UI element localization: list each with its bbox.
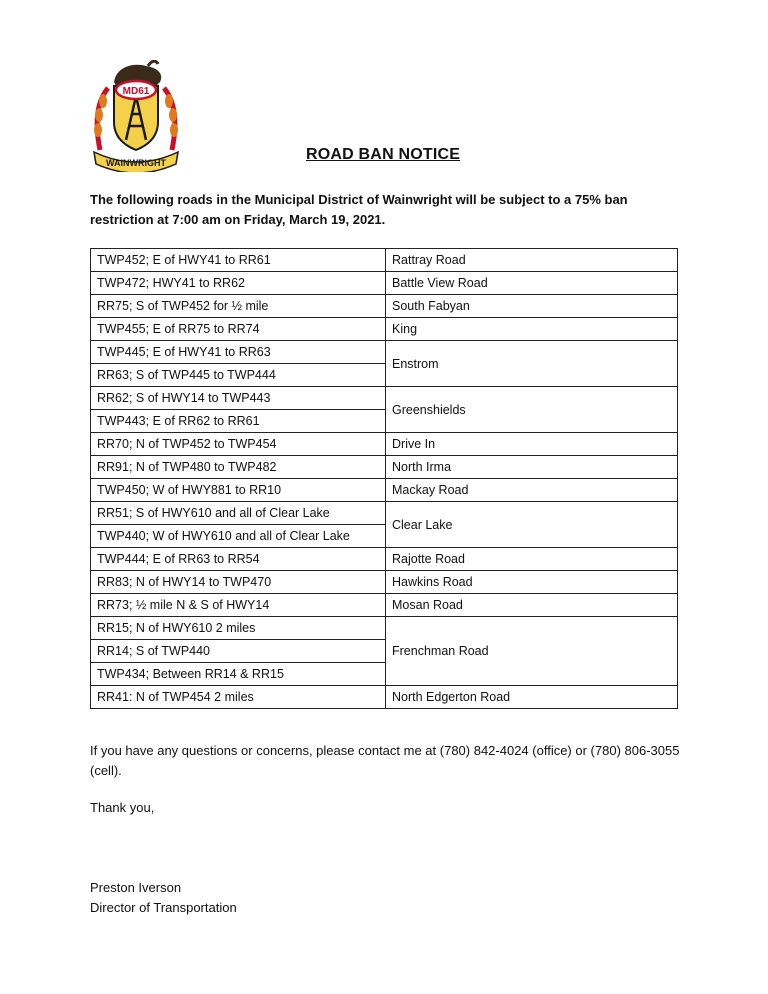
road-segment-cell: TWP445; E of HWY41 to RR63 xyxy=(91,341,386,364)
road-segment-cell: RR83; N of HWY14 to TWP470 xyxy=(91,571,386,594)
road-name-cell: North Irma xyxy=(386,456,678,479)
road-name-cell: North Edgerton Road xyxy=(386,686,678,709)
road-ban-table xyxy=(90,248,678,709)
table-row xyxy=(91,295,678,318)
notice-intro: The following roads in the Municipal District of Wainwright will be subject to a 75% ban restriction at 7:00 am on Friday, March 19, 2021. xyxy=(90,192,628,227)
road-segment-cell: RR41: N of TWP454 2 miles xyxy=(91,686,386,709)
table-row xyxy=(91,456,678,479)
table-row xyxy=(91,479,678,502)
road-segment-cell: TWP440; W of HWY610 and all of Clear Lake xyxy=(91,525,386,548)
table-row xyxy=(91,272,678,295)
road-name-cell: Hawkins Road xyxy=(386,571,678,594)
road-segment-cell: RR15; N of HWY610 2 miles xyxy=(91,617,386,640)
table-row xyxy=(91,387,678,410)
table-row xyxy=(91,433,678,456)
road-name-cell: Mosan Road xyxy=(386,594,678,617)
table-row xyxy=(91,686,678,709)
road-segment-cell: RR14; S of TWP440 xyxy=(91,640,386,663)
road-name-cell: Mackay Road xyxy=(386,479,678,502)
road-segment-cell: RR51; S of HWY610 and all of Clear Lake xyxy=(91,502,386,525)
logo-banner-text: WAINWRIGHT xyxy=(106,158,166,168)
closing-text: Thank you, xyxy=(90,800,155,815)
table-row xyxy=(91,249,678,272)
table-row xyxy=(91,502,678,525)
table-row xyxy=(91,341,678,364)
road-segment-cell: RR91; N of TWP480 to TWP482 xyxy=(91,456,386,479)
road-name-cell: Enstrom xyxy=(386,341,678,387)
road-segment-cell: TWP452; E of HWY41 to RR61 xyxy=(91,249,386,272)
road-name-cell: South Fabyan xyxy=(386,295,678,318)
road-segment-cell: RR70; N of TWP452 to TWP454 xyxy=(91,433,386,456)
road-name-cell: Greenshields xyxy=(386,387,678,433)
road-name-cell: Drive In xyxy=(386,433,678,456)
road-name-cell: Rajotte Road xyxy=(386,548,678,571)
md-wainwright-crest-icon xyxy=(86,60,186,172)
md-wainwright-logo xyxy=(86,60,186,172)
table-row xyxy=(91,318,678,341)
page-title: ROAD BAN NOTICE xyxy=(306,146,461,163)
signature-name: Preston Iverson xyxy=(90,880,182,895)
road-name-cell: King xyxy=(386,318,678,341)
road-segment-cell: TWP443; E of RR62 to RR61 xyxy=(91,410,386,433)
road-segment-cell: RR73; ½ mile N & S of HWY14 xyxy=(91,594,386,617)
road-name-cell: Battle View Road xyxy=(386,272,678,295)
road-segment-cell: TWP444; E of RR63 to RR54 xyxy=(91,548,386,571)
table-row xyxy=(91,571,678,594)
road-segment-cell: TWP455; E of RR75 to RR74 xyxy=(91,318,386,341)
road-segment-cell: RR75; S of TWP452 for ½ mile xyxy=(91,295,386,318)
road-segment-cell: TWP450; W of HWY881 to RR10 xyxy=(91,479,386,502)
logo-badge-text: MD61 xyxy=(122,86,150,97)
road-segment-cell: TWP434; Between RR14 & RR15 xyxy=(91,663,386,686)
contact-paragraph: If you have any questions or concerns, please contact me at (780) 842-4024 (office) or (780) 806-3055 (cell). xyxy=(90,743,680,778)
signature-title: Director of Transportation xyxy=(90,900,237,915)
road-segment-cell: RR62; S of HWY14 to TWP443 xyxy=(91,387,386,410)
road-name-cell: Rattray Road xyxy=(386,249,678,272)
road-segment-cell: TWP472; HWY41 to RR62 xyxy=(91,272,386,295)
road-name-cell: Clear Lake xyxy=(386,502,678,548)
road-name-cell: Frenchman Road xyxy=(386,617,678,686)
road-segment-cell: RR63; S of TWP445 to TWP444 xyxy=(91,364,386,387)
table-row xyxy=(91,548,678,571)
table-row xyxy=(91,617,678,640)
table-row xyxy=(91,594,678,617)
